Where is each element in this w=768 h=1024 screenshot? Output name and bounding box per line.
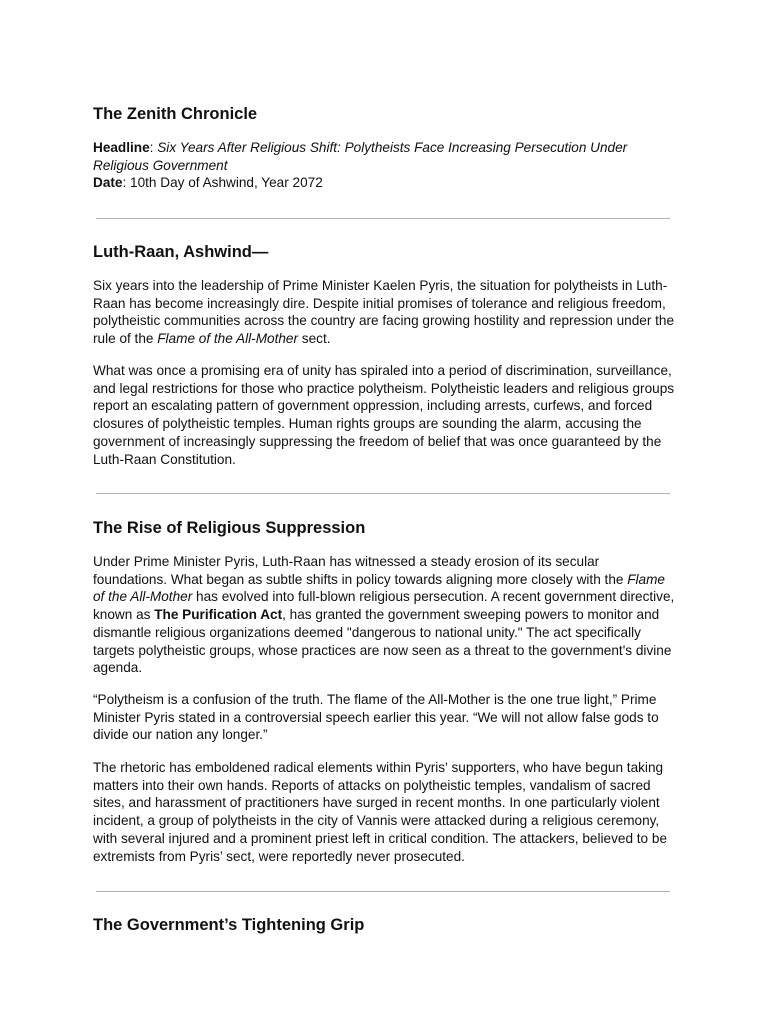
paragraph-text: Under Prime Minister Pyris, Luth-Raan has witnessed a steady erosion of its secular foundations. What began as subtle shifts in policy towards aligning more closely with the <box>93 554 628 587</box>
headline-label: Headline <box>93 140 150 155</box>
date-line: Date: 10th Day of Ashwind, Year 2072 <box>93 175 323 191</box>
paragraph-text: has evolved into full-blown religious persecution. A recent government directive, known as <box>93 589 675 623</box>
headline-line: Headline: Six Years After Religious Shift: Polytheists Face Increasing Persecution Under Religious Government <box>93 140 628 173</box>
quote-paragraph <box>93 691 677 744</box>
publication-title: The Zenith Chronicle <box>93 105 258 123</box>
section-heading-tightening-grip: The Government’s Tightening Grip <box>93 916 365 934</box>
sect-name: Flame of the All-Mother <box>93 571 665 605</box>
section-heading-suppression: The Rise of Religious Suppression <box>93 519 366 537</box>
paragraph <box>93 553 677 677</box>
section-divider <box>96 891 670 892</box>
paragraph-text: Six years into the leadership of Prime Minister Kaelen Pyris, the situation for polytheists in Luth-Raan has become increasingly dire. Despite initial promises of tolerance and religious freedom, polytheistic communities across the country are facing growing hostility and repression under the rule of the <box>93 278 675 347</box>
paragraph <box>93 362 677 468</box>
paragraph <box>93 759 677 865</box>
paragraph-text: What was once a promising era of unity has spiraled into a period of discrimination, surveillance, and legal restrictions for those who practice polytheism. Polytheistic leaders and religious groups report an escalating pattern of government oppression, including arrests, curfews, and forced closures of polytheistic temples. Human rights groups are sounding the alarm, accusing the government of increasingly suppressing the freedom of belief that was once guaranteed by the Luth-Raan Constitution. <box>93 363 675 467</box>
headline-text: Six Years After Religious Shift: Polytheists Face Increasing Persecution Under Religious Government <box>93 140 628 173</box>
sect-name: Flame of the All-Mother <box>157 331 299 347</box>
act-name: The Purification Act <box>154 607 283 623</box>
paragraph-text: The rhetoric has emboldened radical elements within Pyris' supporters, who have begun taking matters into their own hands. Reports of attacks on polytheistic temples, vandalism of sacred sites, and harassment of practitioners have surged in recent months. In one particularly violent incident, a group of polytheists in the city of Vannis were attacked during a religious ceremony, with several injured and a prominent priest left in critical condition. The attackers, believed to be extremists from Pyris’ sect, were reportedly never prosecuted. <box>93 760 668 864</box>
section-divider <box>96 218 670 219</box>
paragraph-text: “Polytheism is a confusion of the truth. The flame of the All-Mother is the one true light,” Prime Minister Pyris stated in a controversial speech earlier this year. “We will not allow false gods to divide our nation any longer.” <box>93 692 659 743</box>
section-divider <box>96 493 670 494</box>
section-heading-dateline: Luth-Raan, Ashwind— <box>93 243 269 261</box>
paragraph-text: sect. <box>298 331 331 347</box>
article-meta <box>93 139 675 192</box>
paragraph-text: , has granted the government sweeping powers to monitor and dismantle religious organizations deemed "dangerous to national unity." The act specifically targets polytheistic groups, whose practices are now seen as a threat to the government's divine agenda. <box>93 607 672 676</box>
date-text: 10th Day of Ashwind, Year 2072 <box>130 175 323 191</box>
paragraph <box>93 277 677 348</box>
date-label: Date <box>93 175 123 191</box>
